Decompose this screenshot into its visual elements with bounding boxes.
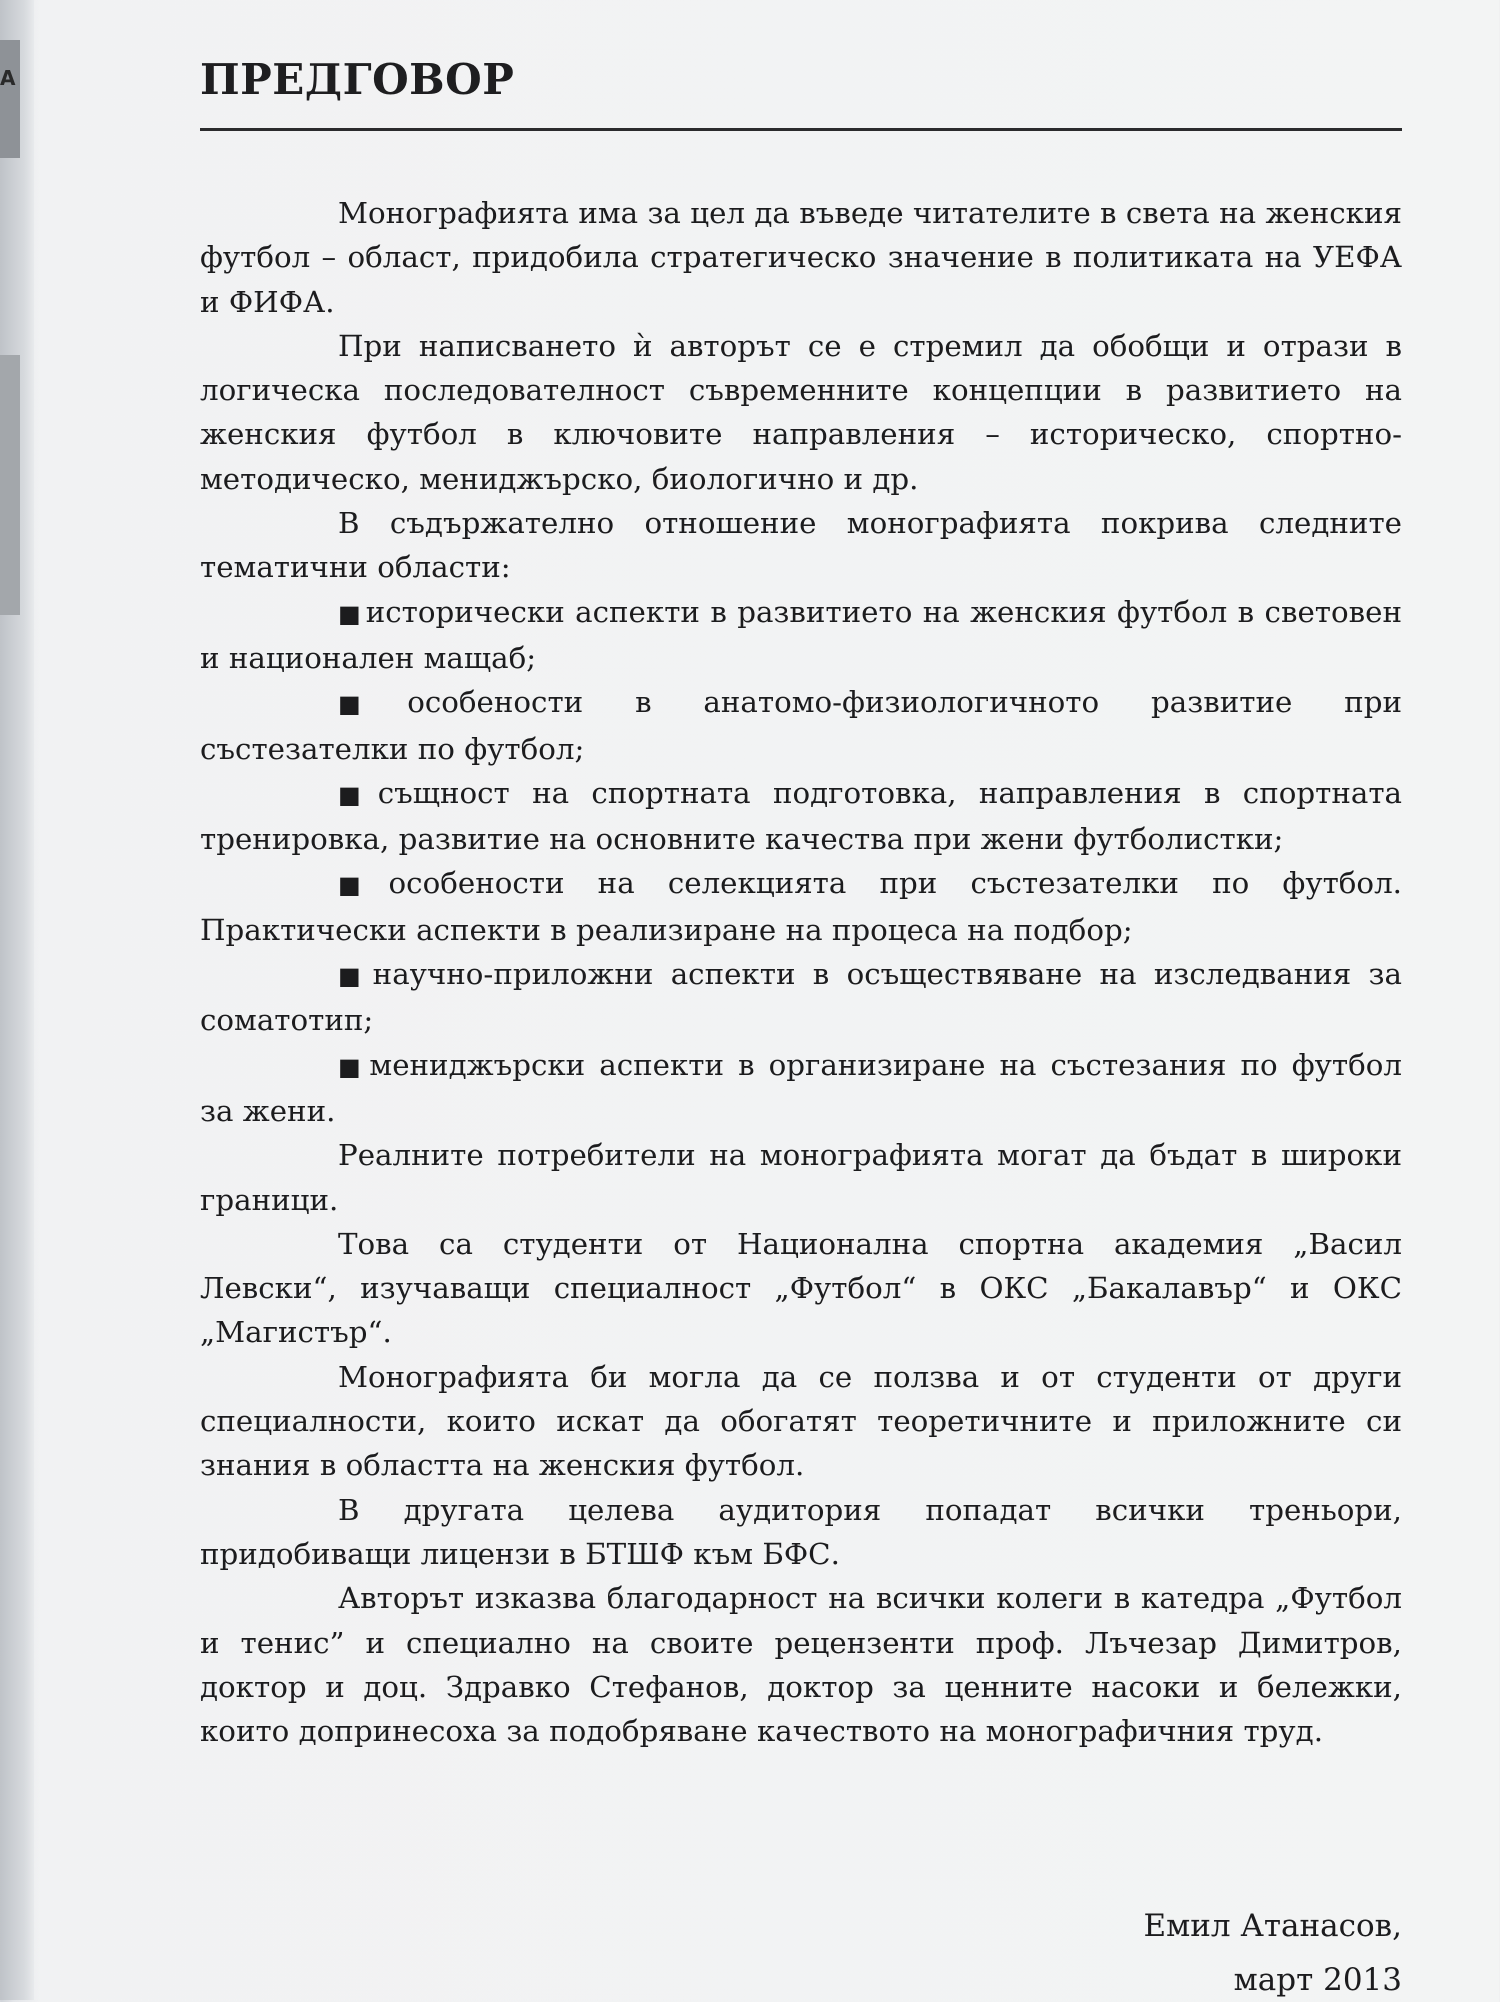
- edge-tab-middle: [0, 355, 20, 615]
- topic-item: [200, 680, 1402, 771]
- author-name: Емил Атанасов,: [1143, 1908, 1402, 1944]
- bullet-square-icon: ■: [338, 962, 369, 991]
- bullet-square-icon: ■: [338, 871, 385, 900]
- page-heading: ПРЕДГОВОР: [200, 55, 515, 104]
- preface-body: [200, 191, 1402, 1753]
- edge-tab-top: [0, 40, 20, 158]
- topic-item: [200, 590, 1402, 681]
- topic-item: [200, 1043, 1402, 1134]
- bullet-square-icon: ■: [338, 599, 362, 628]
- paragraph-other-students: Монографията би могла да се ползва и от студенти от други специалности, които искат да обогатят теоретичните и приложните си знания в областта на женския футбол.: [200, 1359, 1402, 1483]
- topic-item-text: особености на селекцията при състезателки по футбол. Практически аспекти в реализиране на процеса на подбор;: [200, 866, 1402, 947]
- topic-item: [200, 861, 1402, 952]
- paragraph-acknowledgements: Авторът изказва благодарност на всички колеги в катедра „Футбол и тенис” и специално на своите рецензенти проф. Лъчезар Димитров, доктор и доц. Здравко Стефанов, доктор за ценните насоки и бележки, които допринесоха за подобряване качеството на монографичния труд.: [200, 1581, 1402, 1749]
- paragraph-users: Реалните потребители на монографията могат да бъдат в широки граници.: [200, 1138, 1402, 1217]
- author-signature: [1143, 1904, 1402, 2002]
- topic-item: [200, 952, 1402, 1043]
- paragraph-students: Това са студенти от Национална спортна академия „Васил Левски“, изучаващи специалност „Футбол“ в ОКС „Бакалавър“ и ОКС „Магистър“.: [200, 1226, 1402, 1350]
- topic-item: [200, 771, 1402, 862]
- heading-underline: [200, 128, 1402, 131]
- paragraph-topics-intro: В съдържателно отношение монографията покрива следните тематични области:: [200, 506, 1402, 585]
- topic-item-text: особености в анатомо-физиологичното развитие при състезателки по футбол;: [200, 685, 1402, 766]
- topic-item-text: мениджърски аспекти в организиране на състезания по футбол за жени.: [200, 1047, 1402, 1128]
- adjacent-page-edge: [0, 0, 34, 2000]
- book-page: [200, 52, 1402, 1753]
- bullet-square-icon: ■: [338, 1052, 366, 1081]
- topic-item-text: научно-приложни аспекти в осъществяване на изследвания за соматотип;: [200, 957, 1402, 1038]
- edge-letter: А: [0, 66, 16, 90]
- signature-date: март 2013: [1233, 1962, 1402, 1998]
- paragraph-approach: При написването ѝ авторът се е стремил да обобщи и отрази в логическа последователност съвременните концепции в развитието на женския футбол в ключовите направления – историческо, спортно-методическо, мениджърско, биологично и др.: [200, 328, 1402, 496]
- bullet-square-icon: ■: [338, 690, 404, 719]
- paragraph-purpose: Монографията има за цел да въведе читателите в света на женския футбол – област, придобила стратегическо значение в политиката на УЕФА и ФИФА.: [200, 196, 1402, 319]
- bullet-square-icon: ■: [338, 780, 374, 809]
- topic-item-text: същност на спортната подготовка, направления в спортната тренировка, развитие на основните качества при жени футболистки;: [200, 775, 1402, 857]
- topic-item-text: исторически аспекти в развитието на женския футбол в световен и национален мащаб;: [200, 594, 1402, 675]
- paragraph-coaches: В другата целева аудитория попадат всички треньори, придобиващи лицензи в БТШФ към БФС.: [200, 1492, 1402, 1571]
